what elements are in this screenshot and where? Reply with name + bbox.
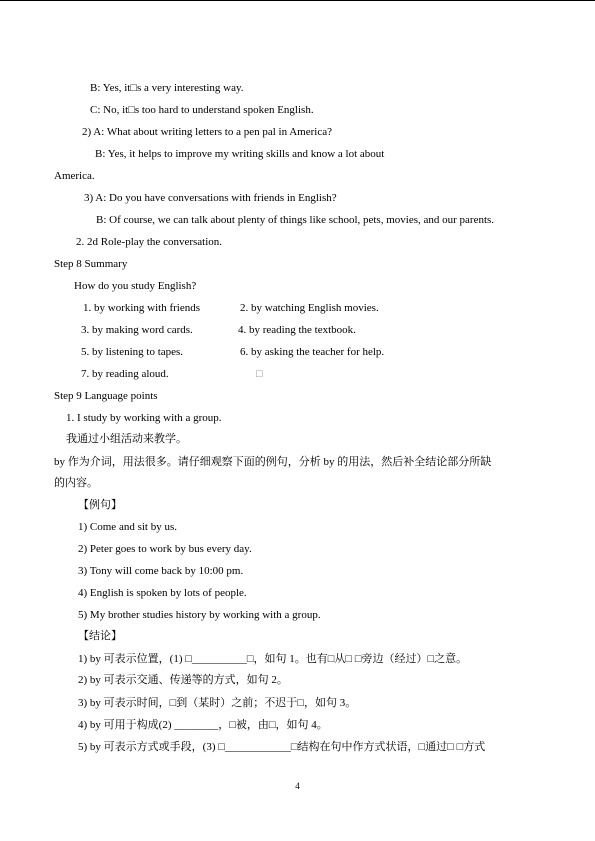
dialogue-line-b1: B: Yes, it□s a very interesting way.: [90, 82, 244, 94]
examples-heading: 【例句】: [78, 499, 122, 511]
dialogue-line-b3: B: Of course, we can talk about plenty of things like school, pets, movies, and our parents.: [96, 214, 495, 226]
conclusion-4: 4) by 可用于构成(2) ________，□被，由□，如句 4。: [78, 719, 328, 731]
summary-item-2: 2. by watching English movies.: [240, 302, 379, 314]
conclusion-5: 5) by 可表示方式或手段，(3) □____________□结构在句中作方式状语，□通过□ □方式: [78, 741, 486, 753]
example-5: 5) My brother studies history by working with a group.: [78, 609, 321, 621]
language-point-1: 1. I study by working with a group.: [66, 412, 222, 424]
conclusion-heading: 【结论】: [78, 630, 122, 642]
summary-item-1: 1. by working with friends: [83, 302, 201, 314]
summary-item-5: 5. by listening to tapes.: [81, 346, 184, 358]
dialogue-line-b2: B: Yes, it helps to improve my writing skills and know a lot about: [95, 148, 385, 160]
dialogue-line-a3: 3) A: Do you have conversations with friends in English?: [84, 192, 337, 204]
example-2: 2) Peter goes to work by bus every day.: [78, 543, 252, 555]
language-point-1-translation: 我通过小组活动来教学。: [66, 433, 187, 445]
instruction-line-2: 的内容。: [54, 477, 98, 489]
step8-heading: Step 8 Summary: [54, 258, 128, 270]
page-top-border: [0, 0, 595, 1]
dialogue-line-b2-cont: America.: [54, 170, 95, 182]
example-4: 4) English is spoken by lots of people.: [78, 587, 247, 599]
example-3: 3) Tony will come back by 10:00 pm.: [78, 565, 244, 577]
instruction-line-1: by 作为介词，用法很多。请仔细观察下面的例句，分析 by 的用法，然后补全结论部分所缺: [54, 456, 492, 468]
example-1: 1) Come and sit by us.: [78, 521, 177, 533]
summary-question: How do you study English?: [74, 280, 197, 292]
step9-heading: Step 9 Language points: [54, 390, 158, 402]
dialogue-line-c1: C: No, it□s too hard to understand spoken English.: [90, 104, 314, 116]
placeholder-box: □: [256, 368, 263, 380]
summary-item-7: 7. by reading aloud.: [81, 368, 169, 380]
summary-item-4: 4. by reading the textbook.: [238, 324, 356, 336]
dialogue-line-a2: 2) A: What about writing letters to a pen pal in America?: [82, 126, 332, 138]
conclusion-1: 1) by 可表示位置，(1) □__________□，如句 1。也有□从□ □旁边（经过）□之意。: [78, 653, 468, 665]
conclusion-2: 2) by 可表示交通、传递等的方式，如句 2。: [78, 674, 288, 686]
summary-item-3: 3. by making word cards.: [81, 324, 193, 336]
task-2d: 2. 2d Role-play the conversation.: [76, 236, 223, 248]
page-number: 4: [295, 781, 300, 791]
conclusion-3: 3) by 可表示时间，□到（某时）之前；不迟于□，如句 3。: [78, 697, 357, 709]
summary-item-6: 6. by asking the teacher for help.: [240, 346, 385, 358]
